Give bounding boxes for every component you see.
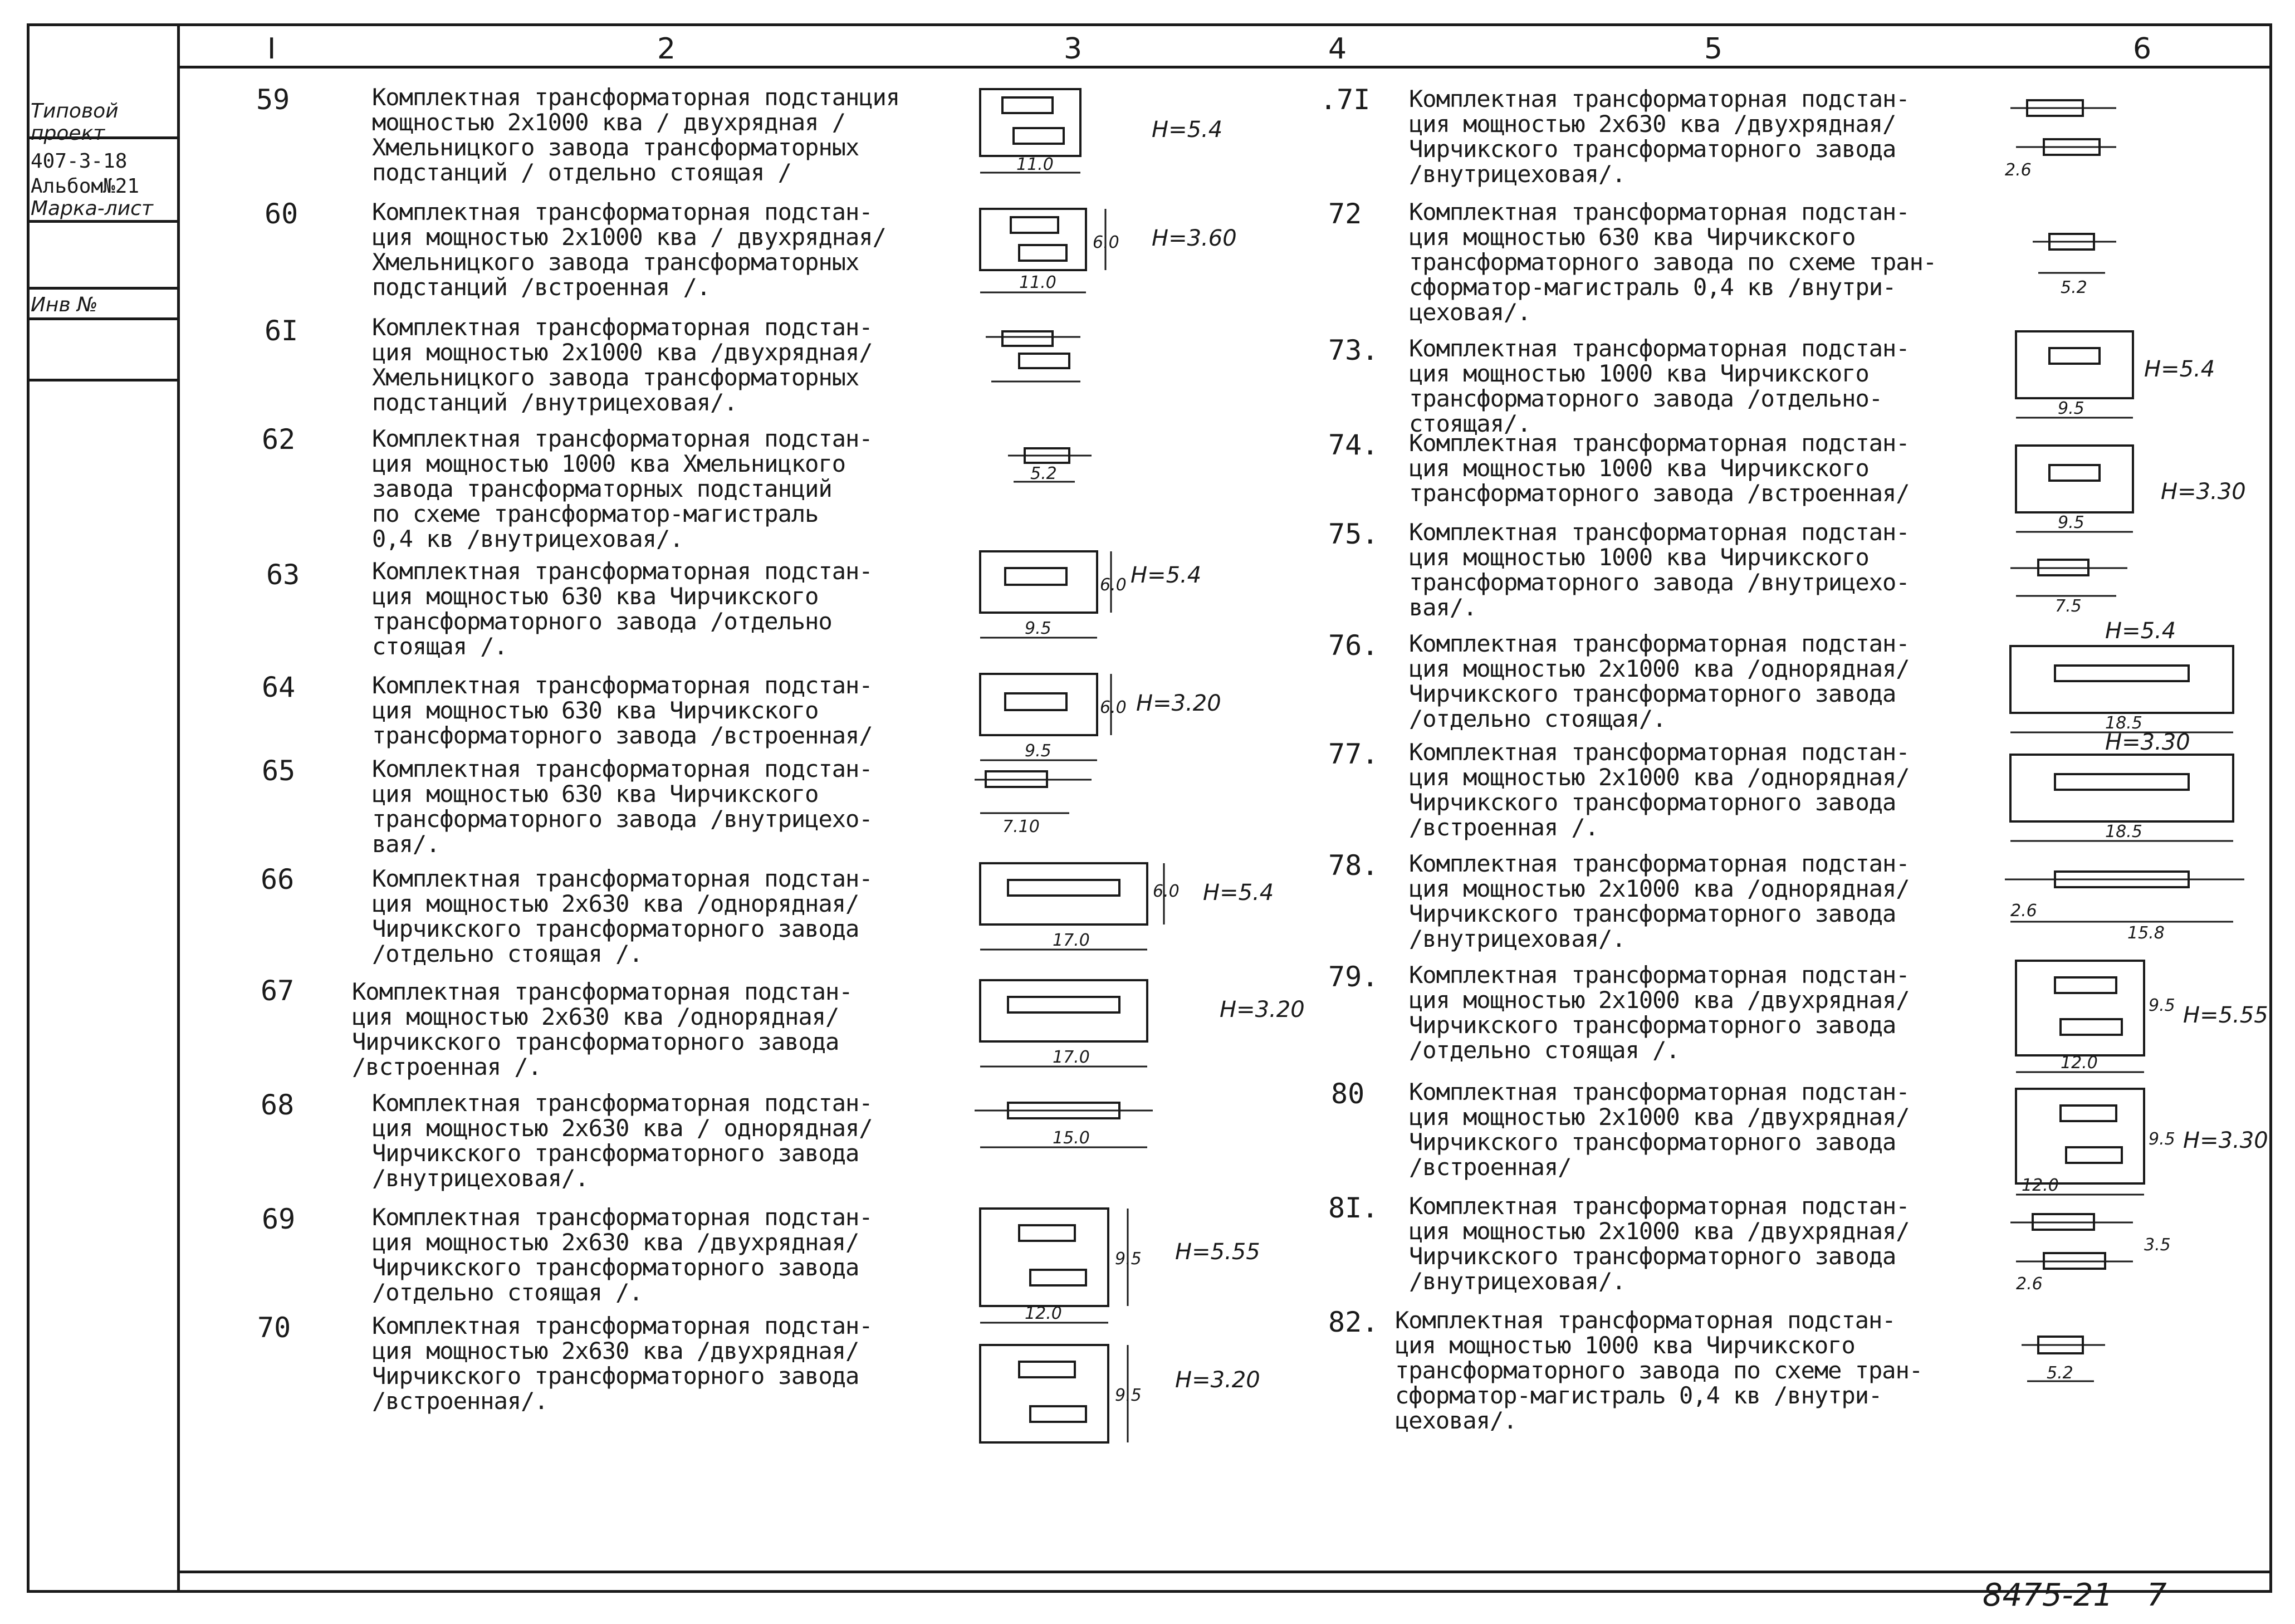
- stamp-project-code: 407-3-18: [31, 150, 128, 173]
- dimension-label: 5.2: [1030, 464, 1057, 483]
- item-description: Комплектная трансформаторная подстан- ция мощностью 2х630 ква /двухрядная/ Чирчикского трансформаторного завода /отдельно стоящая /.: [372, 1204, 873, 1306]
- item-number: 66: [261, 863, 295, 896]
- item-number: 76.: [1328, 629, 1379, 662]
- layout-sketch: [969, 763, 1114, 847]
- item-number: 72: [1328, 198, 1362, 230]
- item-description: Комплектная трансформаторная подстан- ция мощностью 630 ква Чирчикского трансформаторного завода по схеме тран- сформатор-магистраль 0,4 кв /внутри- цеховая/.: [1409, 198, 1937, 326]
- height-label: H=3.20: [1220, 997, 1305, 1023]
- item-description: Комплектная трансформаторная подстан- ция мощностью 2х1000 ква / двухрядная/ Хмельницкого завода трансформаторных подстанций /встроенная /.: [372, 198, 886, 301]
- layout-sketch: [969, 668, 1131, 774]
- dimension-label: 6.0: [1100, 575, 1127, 595]
- layout-sketch: [969, 975, 1192, 1075]
- column-number-6: 6: [2133, 32, 2152, 66]
- item-number: 80: [1331, 1078, 1365, 1110]
- dimension-label: 3.5: [2144, 1235, 2171, 1255]
- dimension-label: 6.0: [1153, 882, 1180, 901]
- dimension-label: 11.0: [1016, 155, 1054, 174]
- layout-sketch: [969, 1092, 1192, 1175]
- dimension-label: 6.0: [1100, 698, 1127, 717]
- height-label: H=5.4: [1131, 562, 1202, 588]
- layout-sketch: [969, 1334, 1147, 1468]
- height-label: H=3.20: [1136, 691, 1221, 716]
- item-description: Комплектная трансформаторная подстан- ция мощностью 2х630 ква / однорядная/ Чирчикского трансформаторного завода /внутрицеховая/.: [372, 1089, 873, 1192]
- item-description: Комплектная трансформаторная подстан- ция мощностью 2х630 ква /однорядная/ Чирчикского трансформаторного завода /встроенная /.: [352, 978, 853, 1080]
- height-label: H=3.30: [2183, 1128, 2268, 1153]
- item-description: Комплектная трансформаторная подстан- ция мощностью 2х1000 ква /однорядная/ Чирчикского трансформаторного завода /внутрицеховая/.: [1409, 850, 1910, 952]
- item-number: 62: [262, 423, 296, 456]
- item-description: Комплектная трансформаторная подстан- ция мощностью 2х630 ква /однорядная/ Чирчикского трансформаторного завода /отдельно стоящая /.: [372, 865, 873, 967]
- stamp-column-divider: [177, 23, 180, 1593]
- dimension-label: 12.0: [2061, 1053, 2098, 1073]
- item-description: Комплектная трансформаторная подстан- ция мощностью 1000 ква Чирчикского трансформаторного завода /встроенная/: [1409, 429, 1910, 507]
- dimension-label: 9.5: [2058, 399, 2084, 418]
- item-number: 79.: [1328, 961, 1379, 993]
- height-label: H=3.20: [1175, 1367, 1260, 1393]
- height-label: H=5.55: [1175, 1239, 1260, 1265]
- bottom-rule: [177, 1571, 2272, 1573]
- height-label: H=5.4: [1203, 880, 1274, 906]
- layout-sketch: [2016, 1325, 2127, 1409]
- stamp-sheet-label: Марка-лист: [31, 197, 153, 220]
- layout-sketch: [2005, 440, 2172, 546]
- item-number: .7I: [1320, 84, 1371, 116]
- item-description: Комплектная трансформаторная подстан- ция мощностью 1000 ква Чирчикского трансформаторного завода /внутрицехо- вая/.: [1409, 518, 1910, 621]
- item-number: 75.: [1328, 518, 1379, 550]
- dimension-label: 2.6: [2005, 160, 2032, 180]
- layout-sketch: [2005, 551, 2150, 618]
- item-number: 59: [256, 84, 290, 116]
- dimension-label: 15.8: [2127, 923, 2165, 943]
- item-number: 77.: [1328, 738, 1379, 770]
- document-code: 8475-21: [1983, 1577, 2113, 1613]
- item-description: Комплектная трансформаторная подстан- ция мощностью 2х1000 ква /двухрядная/ Чирчикского трансформаторного завода /внутрицеховая/.: [1409, 1192, 1910, 1295]
- column-number-3: 3: [1064, 32, 1083, 66]
- item-description: Комплектная трансформаторная подстан- ция мощностью 1000 ква Хмельницкого завода трансформаторных подстанций по схеме трансформатор-магистраль 0,4 кв /внутрицеховая/.: [372, 425, 873, 552]
- layout-sketch: [2027, 223, 2139, 301]
- item-description: Комплектная трансформаторная подстан- ция мощностью 2х630 ква /двухрядная/ Чирчикского трансформаторного завода /встроенная/.: [372, 1312, 873, 1415]
- item-number: 73.: [1328, 334, 1379, 366]
- dimension-label: 9.5: [2058, 513, 2084, 532]
- height-label: H=5.55: [2183, 1002, 2268, 1028]
- dimension-label: 7.5: [2055, 596, 2082, 616]
- dimension-label: 9.5: [2149, 996, 2175, 1015]
- dimension-label: 9.5: [1115, 1386, 1142, 1405]
- dimension-label: 5.2: [2047, 1363, 2073, 1383]
- height-label: H=5.4: [1152, 117, 1223, 143]
- item-description: Комплектная трансформаторная подстан- ция мощностью 2х630 ква /двухрядная/ Чирчикского трансформаторного завода /внутрицеховая/.: [1409, 85, 1910, 188]
- item-description: Комплектная трансформаторная подстан- ция мощностью 1000 ква Чирчикского трансформаторного завода по схеме тран- сформатор-магистраль 0,4 кв /внутри- цеховая/.: [1395, 1307, 1923, 1434]
- dimension-label: 17.0: [1053, 1048, 1090, 1067]
- item-description: Комплектная трансформаторная подстан- ция мощностью 630 ква Чирчикского трансформаторного завода /внутрицехо- вая/.: [372, 755, 873, 858]
- height-label: H=3.30: [2105, 730, 2190, 755]
- item-description: Комплектная трансформаторная подстан- ция мощностью 2х1000 ква /двухрядная/ Хмельницкого завода трансформаторных подстанций /внутрицеховая/.: [372, 314, 873, 416]
- dimension-label: 9.5: [2149, 1129, 2175, 1149]
- item-number: 67: [261, 975, 295, 1007]
- dimension-label: 2.6: [2010, 901, 2037, 921]
- dimension-label: 17.0: [1053, 931, 1090, 950]
- stamp-divider-3: [27, 287, 177, 290]
- item-number: 74.: [1328, 429, 1379, 461]
- stamp-divider-4: [27, 317, 177, 320]
- header-row-divider: [177, 66, 2272, 69]
- layout-sketch: [2005, 1206, 2172, 1295]
- dimension-label: 9.5: [1025, 619, 1051, 638]
- item-description: Комплектная трансформаторная подстан- ция мощностью 630 ква Чирчикского трансформаторного завода /отдельно стоящая /.: [372, 557, 873, 660]
- dimension-label: 2.6: [2016, 1274, 2043, 1294]
- item-number: 6I: [265, 315, 299, 347]
- dimension-label: 11.0: [1019, 273, 1056, 292]
- item-description: Комплектная трансформаторная подстан- ция мощностью 630 ква Чирчикского трансформаторного завода /встроенная/: [372, 672, 873, 749]
- item-description: Комплектная трансформаторная подстан- ция мощностью 2х1000 ква /однорядная/ Чирчикского трансформаторного завода /встроенная /.: [1409, 738, 1910, 841]
- dimension-label: 7.10: [1002, 817, 1040, 837]
- column-number-4: 4: [1328, 32, 1347, 66]
- page-number: 7: [2147, 1577, 2167, 1613]
- stamp-album: Альбом№21: [31, 175, 140, 198]
- stamp-divider-2: [27, 220, 177, 223]
- item-description: Комплектная трансформаторная подстанция мощностью 2х1000 ква / двухрядная / Хмельницкого завода трансформаторных подстанций / отдельно стоящая /: [372, 84, 900, 186]
- dimension-label: 6.0: [1093, 233, 1119, 252]
- item-number: 70: [257, 1312, 291, 1344]
- item-number: 68: [261, 1089, 295, 1121]
- item-number: 64: [262, 671, 296, 703]
- column-number-5: 5: [1704, 32, 1723, 66]
- item-number: 8I.: [1328, 1192, 1379, 1224]
- layout-sketch: [2005, 955, 2175, 1083]
- layout-sketch: [969, 858, 1192, 963]
- item-number: 65: [262, 755, 296, 787]
- dimension-label: 9.5: [1025, 741, 1051, 761]
- item-description: Комплектная трансформаторная подстан- ция мощностью 2х1000 ква /однорядная/ Чирчикского трансформаторного завода /отдельно стоящая/.: [1409, 630, 1910, 732]
- dimension-label: 9.5: [1115, 1249, 1142, 1269]
- dimension-label: 5.2: [2061, 278, 2087, 297]
- stamp-project-label: Типовой проект: [31, 100, 119, 145]
- height-label: H=3.60: [1152, 226, 1237, 251]
- item-number: 69: [262, 1203, 296, 1235]
- item-description: Комплектная трансформаторная подстан- ция мощностью 1000 ква Чирчикского трансформаторного завода /отдельно- стоящая/.: [1409, 335, 1910, 437]
- column-number-2: 2: [657, 32, 676, 66]
- dimension-label: 18.5: [2105, 713, 2142, 733]
- item-number: 63: [266, 559, 300, 591]
- dimension-label: 18.5: [2105, 822, 2142, 842]
- item-description: Комплектная трансформаторная подстан- ция мощностью 2х1000 ква /двухрядная/ Чирчикского трансформаторного завода /встроенная/: [1409, 1078, 1910, 1181]
- layout-sketch: [969, 546, 1131, 652]
- layout-sketch: [1999, 749, 2267, 855]
- height-label: H=3.30: [2161, 479, 2246, 505]
- layout-sketch: [1002, 440, 1103, 501]
- layout-sketch: [2005, 1083, 2175, 1206]
- layout-sketch: [969, 84, 1114, 189]
- item-number: 82.: [1328, 1306, 1379, 1338]
- dimension-label: 15.0: [1053, 1128, 1090, 1148]
- column-number-1: I: [267, 32, 276, 66]
- layout-sketch: [969, 203, 1136, 309]
- height-label: H=5.4: [2105, 618, 2176, 644]
- dimension-label: 12.0: [1025, 1304, 1062, 1323]
- layout-sketch: [2005, 89, 2150, 178]
- height-label: H=5.4: [2144, 356, 2215, 382]
- layout-sketch: [1999, 860, 2267, 950]
- dimension-label: 12.0: [2022, 1176, 2059, 1195]
- layout-sketch: [980, 320, 1114, 404]
- item-number: 78.: [1328, 849, 1379, 882]
- stamp-inventory-label: Инв №: [31, 294, 98, 316]
- layout-sketch: [969, 1197, 1147, 1337]
- stamp-divider-5: [27, 379, 177, 381]
- item-number: 60: [265, 198, 299, 230]
- item-description: Комплектная трансформаторная подстан- ция мощностью 2х1000 ква /двухрядная/ Чирчикского трансформаторного завода /отдельно стоящая /.: [1409, 961, 1910, 1064]
